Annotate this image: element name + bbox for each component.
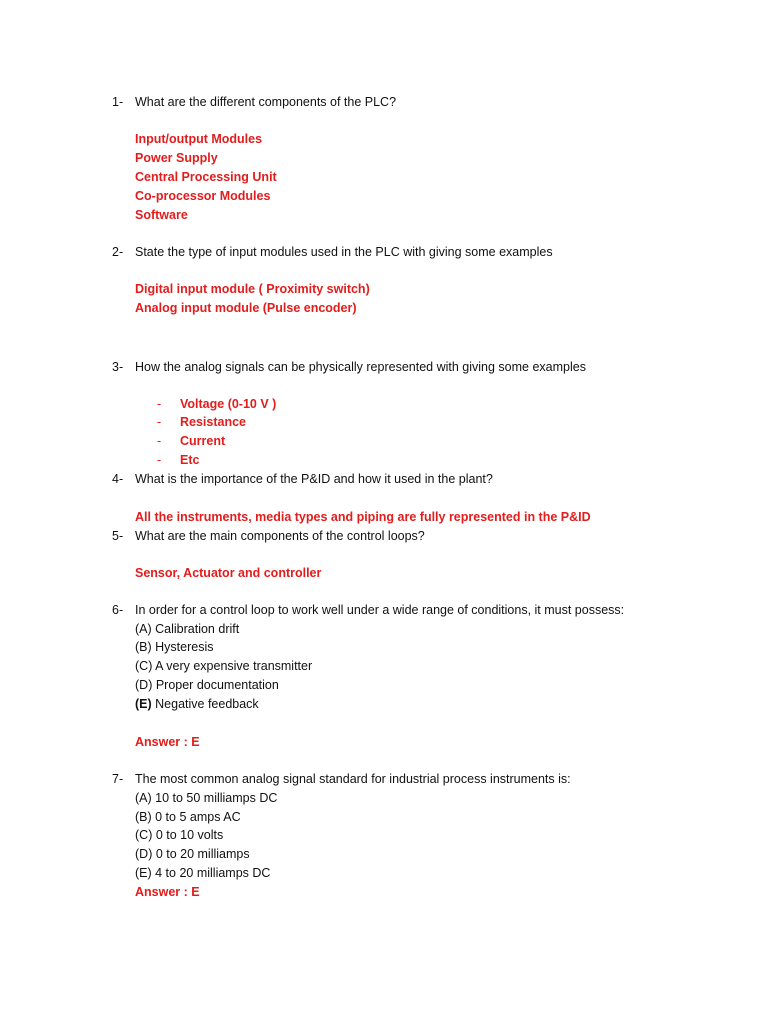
answer-line: Voltage (0-10 V ) <box>180 397 277 411</box>
question-5-text: What are the main components of the control loops? <box>135 529 425 543</box>
answer-line: Analog input module (Pulse encoder) <box>135 301 357 315</box>
answer-line: Software <box>135 208 188 222</box>
option-line-e <box>135 696 259 712</box>
question-3-text: How the analog signals can be physically represented with giving some examples <box>135 360 586 374</box>
option-line: (A) Calibration drift <box>135 622 240 636</box>
option-line: (D) Proper documentation <box>135 678 279 692</box>
option-line: (A) 10 to 50 milliamps DC <box>135 791 278 805</box>
option-line: (D) 0 to 20 milliamps <box>135 847 250 861</box>
bullet-dash: - <box>157 453 162 467</box>
question-4-number: 4- <box>112 472 124 486</box>
answer-line: Input/output Modules <box>135 132 263 146</box>
answer-line: All the instruments, media types and piping are fully represented in the P&ID <box>135 510 591 524</box>
answer-line: Central Processing Unit <box>135 170 277 184</box>
question-1-number: 1- <box>112 95 124 109</box>
option-line: (C) 0 to 10 volts <box>135 828 224 842</box>
option-line: (B) 0 to 5 amps AC <box>135 810 241 824</box>
question-7-text: The most common analog signal standard for industrial process instruments is: <box>135 772 571 786</box>
question-3-number: 3- <box>112 360 124 374</box>
question-5-number: 5- <box>112 529 124 543</box>
answer-line: Sensor, Actuator and controller <box>135 566 322 580</box>
answer-line: Current <box>180 434 226 448</box>
bullet-dash: - <box>157 397 162 411</box>
answer-line: Power Supply <box>135 151 218 165</box>
question-4-text: What is the importance of the P&ID and how it used in the plant? <box>135 472 493 486</box>
option-e-text: Negative feedback <box>151 697 259 711</box>
answer-line: Etc <box>180 453 200 467</box>
answer-label: Answer : E <box>135 885 200 899</box>
question-7-number: 7- <box>112 772 124 786</box>
question-6-number: 6- <box>112 603 124 617</box>
option-line: (B) Hysteresis <box>135 640 214 654</box>
bullet-dash: - <box>157 434 162 448</box>
option-e-letter: (E) <box>135 697 152 711</box>
question-1-text: What are the different components of the PLC? <box>135 95 397 109</box>
question-2-text: State the type of input modules used in the PLC with giving some examples <box>135 245 553 259</box>
question-2-number: 2- <box>112 245 124 259</box>
option-line: (C) A very expensive transmitter <box>135 659 313 673</box>
option-line: (E) 4 to 20 milliamps DC <box>135 866 271 880</box>
answer-line: Co-processor Modules <box>135 189 271 203</box>
answer-line: Resistance <box>180 415 247 429</box>
answer-line: Digital input module ( Proximity switch) <box>135 282 370 296</box>
answer-label: Answer : E <box>135 735 200 749</box>
bullet-dash: - <box>157 415 162 429</box>
question-6-text: In order for a control loop to work well under a wide range of conditions, it must possess: <box>135 603 625 617</box>
